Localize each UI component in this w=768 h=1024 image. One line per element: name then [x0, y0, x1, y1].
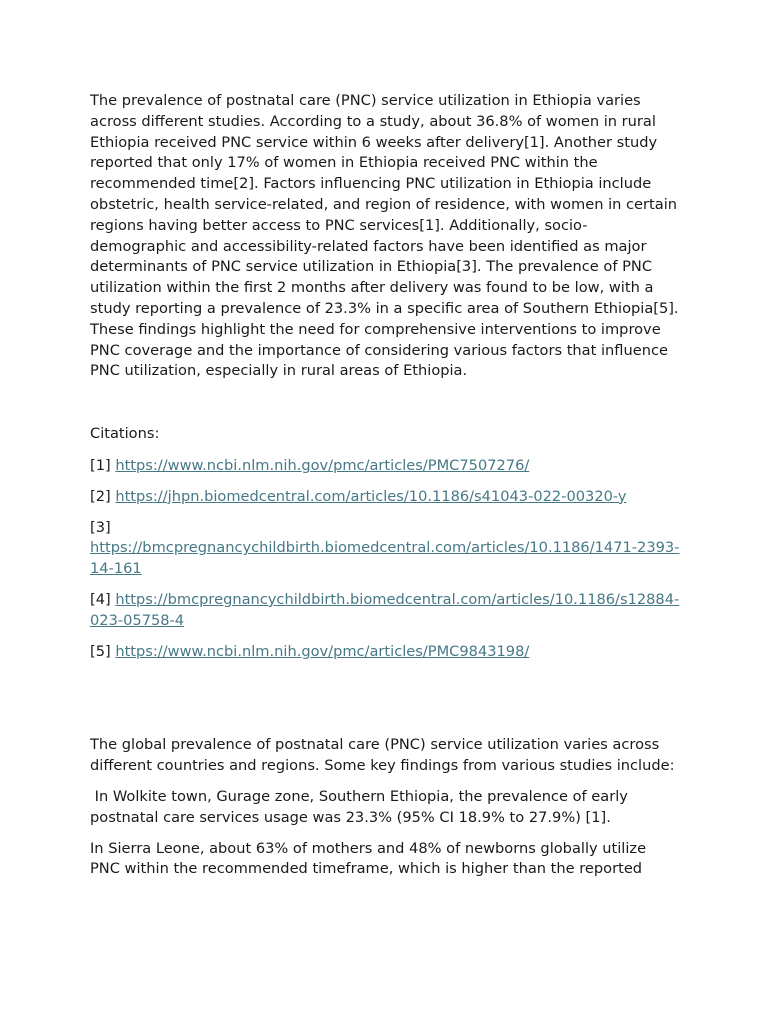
- citation-label: [5]: [90, 642, 111, 660]
- finding-item: In Sierra Leone, about 63% of mothers and 48% of newborns globally utilize PNC within the recommended timeframe, which is higher than the reported: [90, 839, 647, 878]
- citation-item: [90, 642, 680, 663]
- global-prevalence-paragraph: The global prevalence of postnatal care (PNC) service utilization varies across different countries and regions. Some key findings from various studies include:: [90, 736, 675, 775]
- citation-item: [90, 590, 680, 632]
- citation-link[interactable]: https://www.ncbi.nlm.nih.gov/pmc/articles/PMC7507276/: [115, 456, 530, 474]
- citation-item: [90, 518, 680, 580]
- citation-label: [1]: [90, 456, 111, 474]
- citation-item: [90, 456, 680, 477]
- document-page: [90, 91, 680, 890]
- citation-item: [90, 487, 680, 508]
- citation-link[interactable]: https://www.ncbi.nlm.nih.gov/pmc/articles/PMC9843198/: [115, 642, 530, 660]
- citation-list: [90, 456, 680, 662]
- citation-link[interactable]: https://jhpn.biomedcentral.com/articles/10.1186/s41043-022-00320-y: [115, 487, 627, 505]
- citation-link[interactable]: https://bmcpregnancychildbirth.biomedcentral.com/articles/10.1186/s12884-023-05758-4: [90, 590, 680, 629]
- intro-paragraph: The prevalence of postnatal care (PNC) service utilization in Ethiopia varies across different studies. According to a study, about 36.8% of women in rural Ethiopia received PNC service within 6 weeks after delivery[1]. Another study reported that only 17% of women in Ethiopia received PNC within the recommended time[2]. Factors influencing PNC utilization in Ethiopia include obstetric, health service-related, and region of residence, with women in certain regions having better access to PNC services[1]. Additionally, socio-demographic and accessibility-related factors have been identified as major determinants of PNC service utilization in Ethiopia[3]. The prevalence of PNC utilization within the first 2 months after delivery was found to be low, with a study reporting a prevalence of 23.3% in a specific area of Southern Ethiopia[5]. These findings highlight the need for comprehensive interventions to improve PNC coverage and the importance of considering various factors that influence PNC utilization, especially in rural areas of Ethiopia.: [90, 92, 679, 380]
- citations-heading: Citations:: [90, 425, 160, 443]
- citation-label: [3]: [90, 518, 111, 536]
- finding-item: In Wolkite town, Gurage zone, Southern Ethiopia, the prevalence of early postnatal care services usage was 23.3% (95% CI 18.9% to 27.9%) [1].: [90, 787, 633, 826]
- citation-link[interactable]: https://bmcpregnancychildbirth.biomedcentral.com/articles/10.1186/1471-2393-14-161: [90, 539, 680, 578]
- citation-label: [4]: [90, 590, 111, 608]
- citation-label: [2]: [90, 487, 111, 505]
